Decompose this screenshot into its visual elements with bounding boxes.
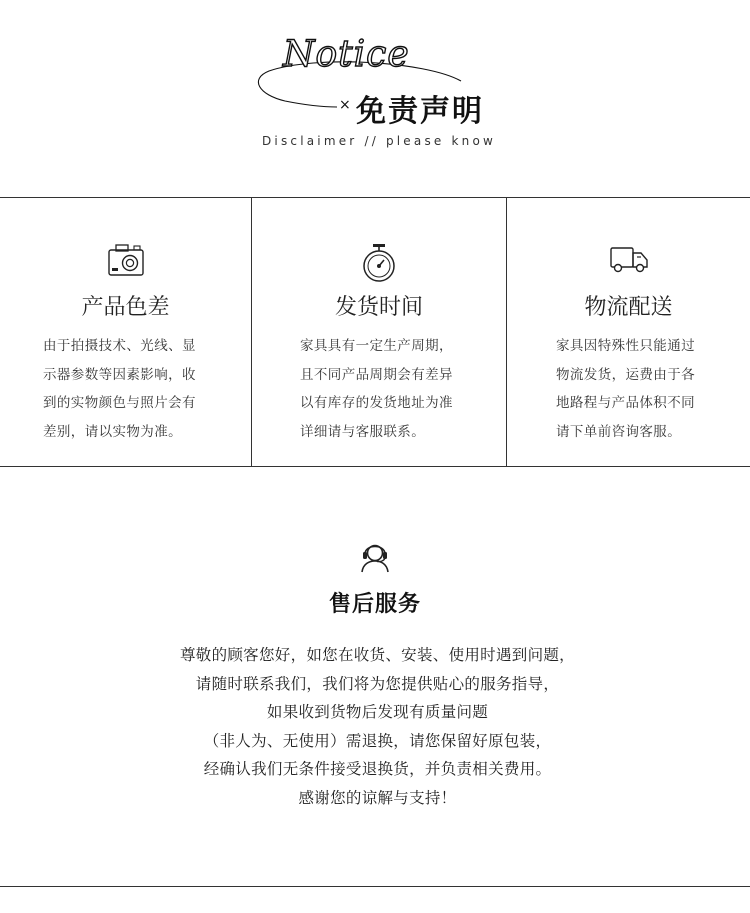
bottom-divider (0, 886, 750, 887)
text-line: 请随时联系我们，我们将为您提供贴心的服务指导， (195, 674, 560, 693)
text-line: 经确认我们无条件接受退换货，并负责相关费用。 (203, 760, 552, 778)
notice-word: Notice (283, 34, 410, 75)
after-sales-text (0, 641, 750, 812)
customer-service-icon (358, 540, 392, 574)
truck-icon (608, 242, 650, 276)
text-line: 示器参数等因素影响，收 (43, 366, 196, 383)
text-line: 差别，请以实物为准。 (43, 423, 182, 440)
text-line: 尊敬的顾客您好，如您在收货、安装、使用时遇到问题， (179, 646, 575, 664)
column-text (556, 332, 716, 446)
column-title: 物流配送 (584, 295, 673, 320)
stopwatch-icon (359, 242, 399, 284)
column-title: 产品色差 (81, 295, 170, 320)
column-color-difference (0, 198, 251, 466)
text-line: （非人为、无使用）需退换，请您保留好原包装， (203, 731, 552, 750)
text-line: 到的实物颜色与照片会有 (43, 395, 196, 411)
column-logistics (507, 198, 750, 466)
text-line: 家具具有一定生产周期， (300, 338, 453, 354)
column-title: 发货时间 (334, 295, 423, 320)
text-line: 详细请与客服联系。 (300, 423, 426, 440)
text-line: 且不同产品周期会有差异 (300, 366, 453, 383)
text-line: 家具因特殊性只能通过 (556, 338, 695, 354)
text-line: 物流发货，运费由于各 (556, 366, 695, 383)
text-line: 如果收到货物后发现有质量问题 (266, 703, 489, 721)
page-title: 免责声明 (356, 94, 484, 129)
info-grid (0, 197, 750, 467)
text-line: 请下单前咨询客服。 (556, 423, 682, 440)
camera-icon (106, 242, 146, 278)
times-mark: × (339, 97, 351, 113)
text-line: 由于拍摄技术、光线、显 (43, 338, 196, 354)
column-text (43, 332, 218, 446)
after-sales-title: 售后服务 (328, 592, 421, 617)
page-subtitle: Disclaimer // please know (261, 134, 496, 148)
disclaimer-header (0, 0, 750, 197)
text-line: 感谢您的谅解与支持！ (298, 788, 457, 807)
after-sales-section (0, 467, 750, 887)
column-shipping-time (251, 198, 507, 466)
text-line: 地路程与产品体积不同 (556, 395, 695, 411)
column-text (300, 332, 475, 446)
text-line: 以有库存的发货地址为准 (300, 395, 453, 411)
